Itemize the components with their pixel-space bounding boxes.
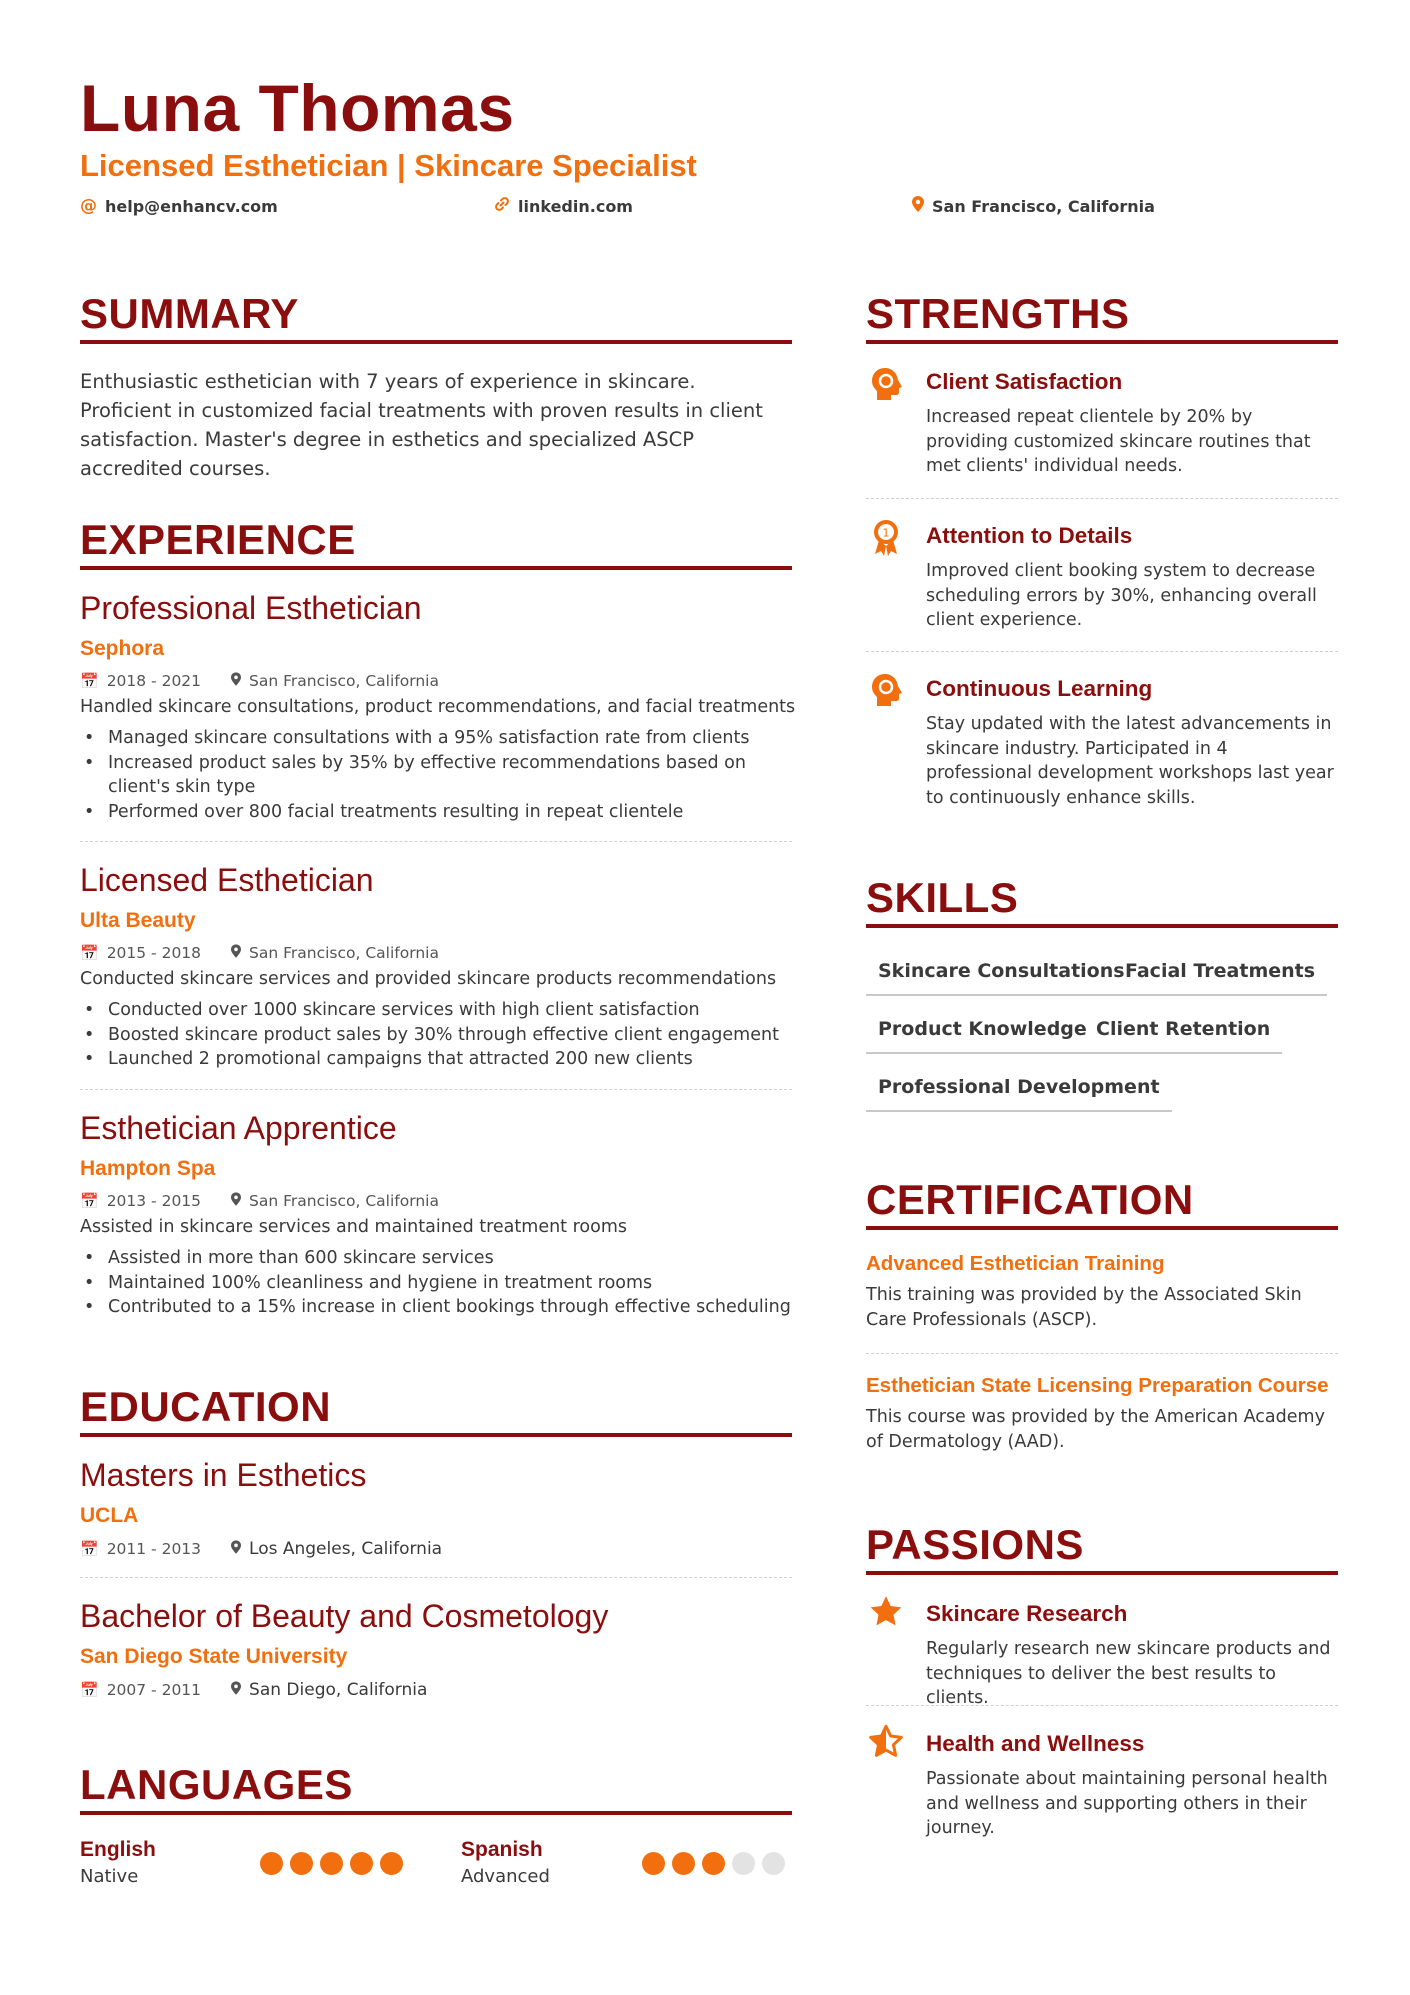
job-description: Assisted in skincare services and maintained treatment rooms — [80, 1217, 627, 1237]
calendar-icon: 📅 — [80, 1192, 99, 1210]
head-icon — [870, 366, 906, 402]
rating-dot-filled — [260, 1852, 283, 1875]
job-bullet: • Launched 2 promotional campaigns that attracted 200 new clients — [80, 1047, 792, 1072]
language-level: Native — [80, 1866, 139, 1887]
education-degree: Masters in Esthetics — [80, 1457, 367, 1493]
calendar-icon: 📅 — [80, 944, 99, 962]
language-rating — [642, 1852, 785, 1875]
divider — [866, 651, 1338, 652]
job-bullets — [80, 726, 792, 824]
link-icon — [494, 196, 510, 217]
languages-heading: LANGUAGES — [80, 1761, 353, 1808]
certification-rule — [866, 1226, 1338, 1230]
job-meta — [80, 1192, 439, 1210]
rating-dot-filled — [672, 1852, 695, 1875]
job-bullet: • Conducted over 1000 skincare services with high client satisfaction — [80, 998, 792, 1023]
education-dates: 2007 - 2011 — [106, 1681, 202, 1699]
half-star-icon — [868, 1724, 904, 1760]
rating-dot-filled — [642, 1852, 665, 1875]
job-bullet: • Managed skincare consultations with a 95% satisfaction rate from clients — [80, 726, 792, 751]
rating-dot-filled — [380, 1852, 403, 1875]
divider — [866, 1705, 1338, 1706]
strength-text: Improved client booking system to decrease scheduling errors by 30%, enhancing overall client experience. — [926, 561, 1317, 630]
contact-email[interactable] — [80, 196, 278, 216]
summary-rule — [80, 340, 792, 344]
education-meta — [80, 1680, 427, 1700]
summary-heading: SUMMARY — [80, 290, 299, 337]
star-icon — [868, 1594, 904, 1630]
candidate-name: Luna Thomas — [80, 71, 515, 145]
at-icon: @ — [80, 196, 97, 216]
certification-heading: CERTIFICATION — [866, 1176, 1194, 1223]
contact-location — [912, 196, 1155, 217]
certification-text: This training was provided by the Associated Skin Care Professionals (ASCP). — [866, 1285, 1302, 1330]
location-pin-icon — [231, 1192, 241, 1210]
strengths-rule — [866, 340, 1338, 344]
divider — [866, 498, 1338, 499]
strength-title: Continuous Learning — [926, 676, 1153, 701]
job-dates: 2013 - 2015 — [106, 1192, 202, 1210]
skills-heading: SKILLS — [866, 874, 1019, 921]
job-bullet: • Performed over 800 facial treatments resulting in repeat clientele — [80, 800, 792, 825]
calendar-icon: 📅 — [80, 672, 99, 690]
job-bullet: • Increased product sales by 35% by effective recommendations based on client's skin type — [80, 751, 792, 800]
linkedin-text: linkedin.com — [518, 197, 633, 216]
skills-rule — [866, 924, 1338, 928]
education-school: San Diego State University — [80, 1645, 348, 1668]
divider — [80, 1577, 792, 1578]
location-pin-icon — [231, 672, 241, 690]
job-company: Sephora — [80, 637, 165, 660]
certification-title: Advanced Esthetician Training — [866, 1252, 1165, 1275]
passions-rule — [866, 1571, 1338, 1575]
education-location: San Diego, California — [249, 1680, 428, 1700]
job-title: Professional Esthetician — [80, 590, 422, 626]
job-bullets — [80, 998, 792, 1072]
email-text: help@enhancv.com — [105, 196, 278, 216]
rating-dot-filled — [320, 1852, 343, 1875]
skill-tag: Client Retention — [1084, 1010, 1282, 1054]
job-bullets — [80, 1246, 792, 1320]
language-name: Spanish — [461, 1838, 543, 1861]
education-rule — [80, 1433, 792, 1437]
job-dates: 2018 - 2021 — [106, 672, 202, 690]
candidate-title: Licensed Esthetician | Skincare Specialist — [80, 148, 697, 183]
skill-tag: Skincare Consultations — [866, 952, 1137, 996]
job-bullet: • Assisted in more than 600 skincare services — [80, 1246, 792, 1271]
education-degree: Bachelor of Beauty and Cosmetology — [80, 1598, 609, 1634]
rating-dot-empty — [762, 1852, 785, 1875]
rating-dot-filled — [350, 1852, 373, 1875]
location-pin-icon — [912, 196, 924, 217]
job-bullet: • Contributed to a 15% increase in client bookings through effective scheduling — [80, 1295, 792, 1320]
education-dates: 2011 - 2013 — [106, 1540, 202, 1558]
job-company: Ulta Beauty — [80, 909, 196, 932]
job-description: Conducted skincare services and provided skincare products recommendations — [80, 969, 777, 989]
certification-text: This course was provided by the American Academy of Dermatology (AAD). — [866, 1407, 1325, 1452]
divider — [80, 841, 792, 842]
education-heading: EDUCATION — [80, 1383, 332, 1430]
education-meta — [80, 1539, 442, 1559]
job-bullet: • Maintained 100% cleanliness and hygiene in treatment rooms — [80, 1271, 792, 1296]
rating-dot-filled — [290, 1852, 313, 1875]
rating-dot-filled — [702, 1852, 725, 1875]
divider — [866, 1353, 1338, 1354]
job-meta — [80, 672, 439, 690]
education-school: UCLA — [80, 1504, 139, 1527]
language-level: Advanced — [461, 1866, 550, 1887]
skill-tag: Facial Treatments — [1113, 952, 1327, 996]
education-location: Los Angeles, California — [249, 1539, 443, 1559]
strength-title: Client Satisfaction — [926, 369, 1123, 394]
experience-heading: EXPERIENCE — [80, 516, 356, 563]
location-pin-icon — [231, 1681, 241, 1699]
svg-text:1: 1 — [882, 526, 890, 540]
award-icon — [870, 518, 906, 554]
calendar-icon: 📅 — [80, 1540, 99, 1558]
rating-dot-empty — [732, 1852, 755, 1875]
job-dates: 2015 - 2018 — [106, 944, 202, 962]
calendar-icon: 📅 — [80, 1681, 99, 1699]
passion-text: Passionate about maintaining personal health and wellness and supporting others in their journey. — [926, 1769, 1328, 1838]
strength-title: Attention to Details — [926, 523, 1133, 548]
strength-text: Stay updated with the latest advancements in skincare industry. Participated in 4 professional development workshops last year to continuously enhance skills. — [926, 714, 1334, 808]
skill-tag: Product Knowledge — [866, 1010, 1099, 1054]
contact-linkedin[interactable] — [494, 196, 633, 217]
divider — [80, 1089, 792, 1090]
job-description: Handled skincare consultations, product recommendations, and facial treatments — [80, 697, 796, 717]
passion-title: Skincare Research — [926, 1601, 1128, 1626]
job-title: Licensed Esthetician — [80, 862, 374, 898]
language-name: English — [80, 1838, 156, 1861]
strength-text: Increased repeat clientele by 20% by providing customized skincare routines that met clients' individual needs. — [926, 407, 1311, 476]
job-bullet: • Boosted skincare product sales by 30% through effective client engagement — [80, 1023, 792, 1048]
job-meta — [80, 944, 439, 962]
job-location: San Francisco, California — [249, 1192, 439, 1210]
job-company: Hampton Spa — [80, 1157, 216, 1180]
summary-text: Enthusiastic esthetician with 7 years of experience in skincare. Proficient in customized facial treatments with proven results in client satisfaction. Master's degree in esthetics and specialized ASCP accredited courses. — [80, 370, 763, 480]
job-title: Esthetician Apprentice — [80, 1110, 397, 1146]
location-pin-icon — [231, 1540, 241, 1558]
passion-text: Regularly research new skincare products and techniques to deliver the best results to clients. — [926, 1639, 1331, 1708]
skill-tag: Professional Development — [866, 1068, 1172, 1112]
head-icon — [870, 672, 906, 708]
passions-heading: PASSIONS — [866, 1521, 1084, 1568]
job-location: San Francisco, California — [249, 672, 439, 690]
location-pin-icon — [231, 944, 241, 962]
certification-title: Esthetician State Licensing Preparation Course — [866, 1374, 1329, 1397]
experience-rule — [80, 566, 792, 570]
strengths-heading: STRENGTHS — [866, 290, 1130, 337]
language-rating — [260, 1852, 403, 1875]
location-text: San Francisco, California — [932, 197, 1155, 216]
languages-rule — [80, 1811, 792, 1815]
passion-title: Health and Wellness — [926, 1731, 1145, 1756]
job-location: San Francisco, California — [249, 944, 439, 962]
